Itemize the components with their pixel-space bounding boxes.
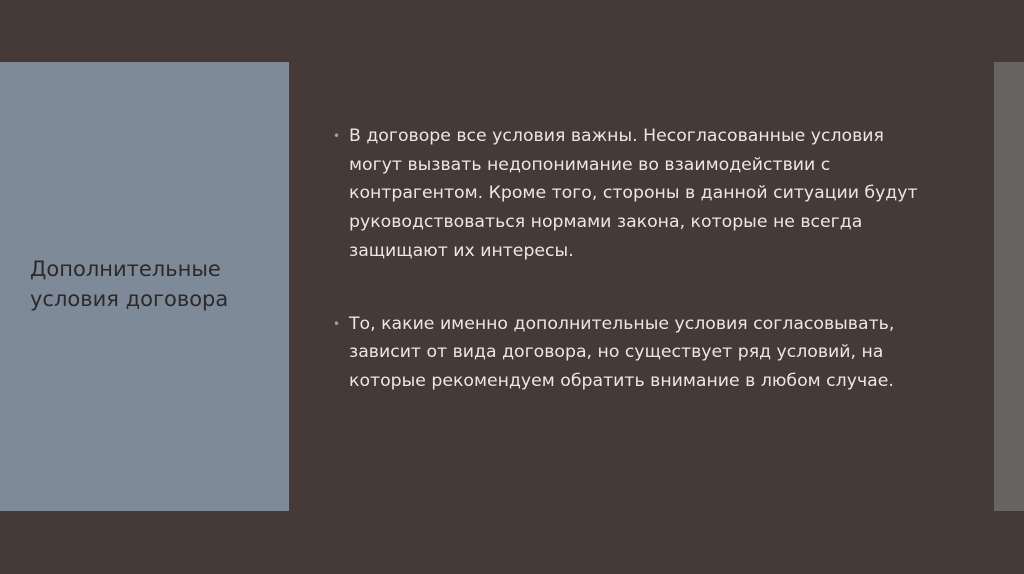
bullet-text: В договоре все условия важны. Несогласованные условия могут вызвать недопонимание во взаимодействии с контрагентом. Кроме того, стороны в данной ситуации будут руководствоваться нормами закона, которые не всегда защищают их интересы.: [349, 126, 918, 261]
bullet-icon: •: [333, 129, 341, 143]
bullet-item: [333, 310, 938, 396]
bullet-icon: •: [333, 316, 341, 331]
decorative-right-strip: [994, 62, 1024, 511]
bullet-text: То, какие именно дополнительные условия согласовывать, зависит от вида договора, но существует ряд условий, на которые рекомендуем обратить внимание в любом случае.: [349, 313, 895, 391]
slide-title: Дополнительные условия договора: [30, 257, 229, 311]
bullet-list: [333, 122, 938, 396]
bullet-item: [333, 122, 938, 266]
